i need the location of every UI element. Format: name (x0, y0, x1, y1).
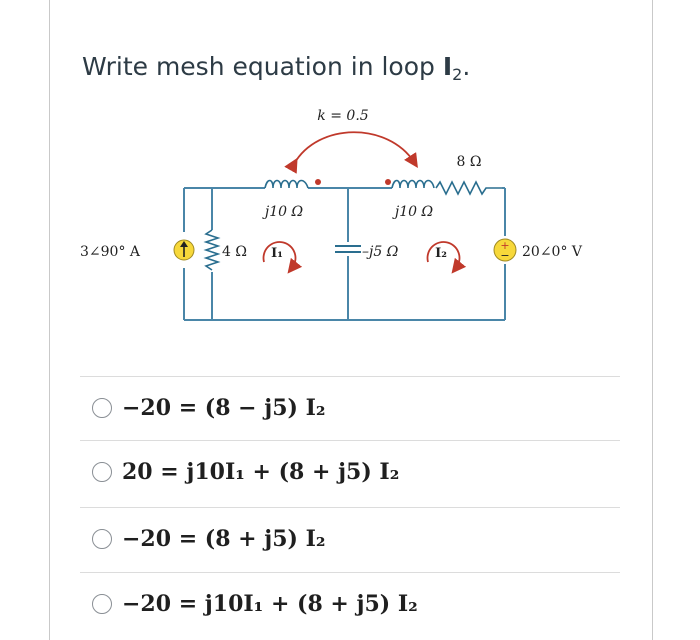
option-separator (80, 507, 620, 508)
capacitor-label: –j5 Ω (362, 244, 399, 260)
mesh-variable: I (442, 52, 453, 81)
current-source-label: 3∠90° A (80, 244, 141, 260)
left-border (49, 0, 50, 640)
inductor-1-label: j10 Ω (264, 204, 304, 220)
option-label: 20 = j10I₁ + (8 + j5) I₂ (122, 459, 400, 485)
option-label: −20 = j10I₁ + (8 + j5) I₂ (122, 591, 418, 617)
voltage-source-minus: − (500, 249, 510, 262)
option-separator (80, 376, 620, 377)
coupling-arrow (294, 132, 414, 164)
k-label: k = 0.5 (317, 108, 369, 124)
option-label: −20 = (8 + j5) I₂ (122, 526, 326, 552)
inductor-2-label: j10 Ω (394, 204, 434, 220)
right-border (652, 0, 653, 640)
question-text: Write mesh equation in loop $I_2$. (82, 52, 471, 84)
dot-1 (315, 179, 321, 185)
inductor-1 (265, 181, 308, 189)
dot-2 (385, 179, 391, 185)
radio-button[interactable] (92, 529, 112, 549)
answer-option-1[interactable] (80, 378, 620, 438)
mesh-1-label: I₁ (271, 246, 283, 261)
option-label: −20 = (8 − j5) I₂ (122, 395, 326, 421)
answer-option-2[interactable] (80, 442, 620, 502)
mesh-subscript: 2 (452, 65, 463, 84)
voltage-source-label: 20∠0° V (522, 244, 583, 260)
resistor-8 (436, 182, 502, 194)
radio-button[interactable] (92, 594, 112, 614)
option-separator (80, 572, 620, 573)
radio-button[interactable] (92, 462, 112, 482)
voltage-source-plus: + (500, 239, 510, 252)
radio-button[interactable] (92, 398, 112, 418)
inductor-2 (392, 181, 434, 189)
circuit-diagram (80, 92, 583, 332)
resistor-4-label: 4 Ω (222, 244, 247, 260)
answer-option-4[interactable] (80, 574, 620, 634)
option-separator (80, 440, 620, 441)
answer-option-3[interactable] (80, 509, 620, 569)
resistor-8-label: 8 Ω (456, 154, 482, 170)
mesh-2-label: I₂ (435, 246, 447, 261)
